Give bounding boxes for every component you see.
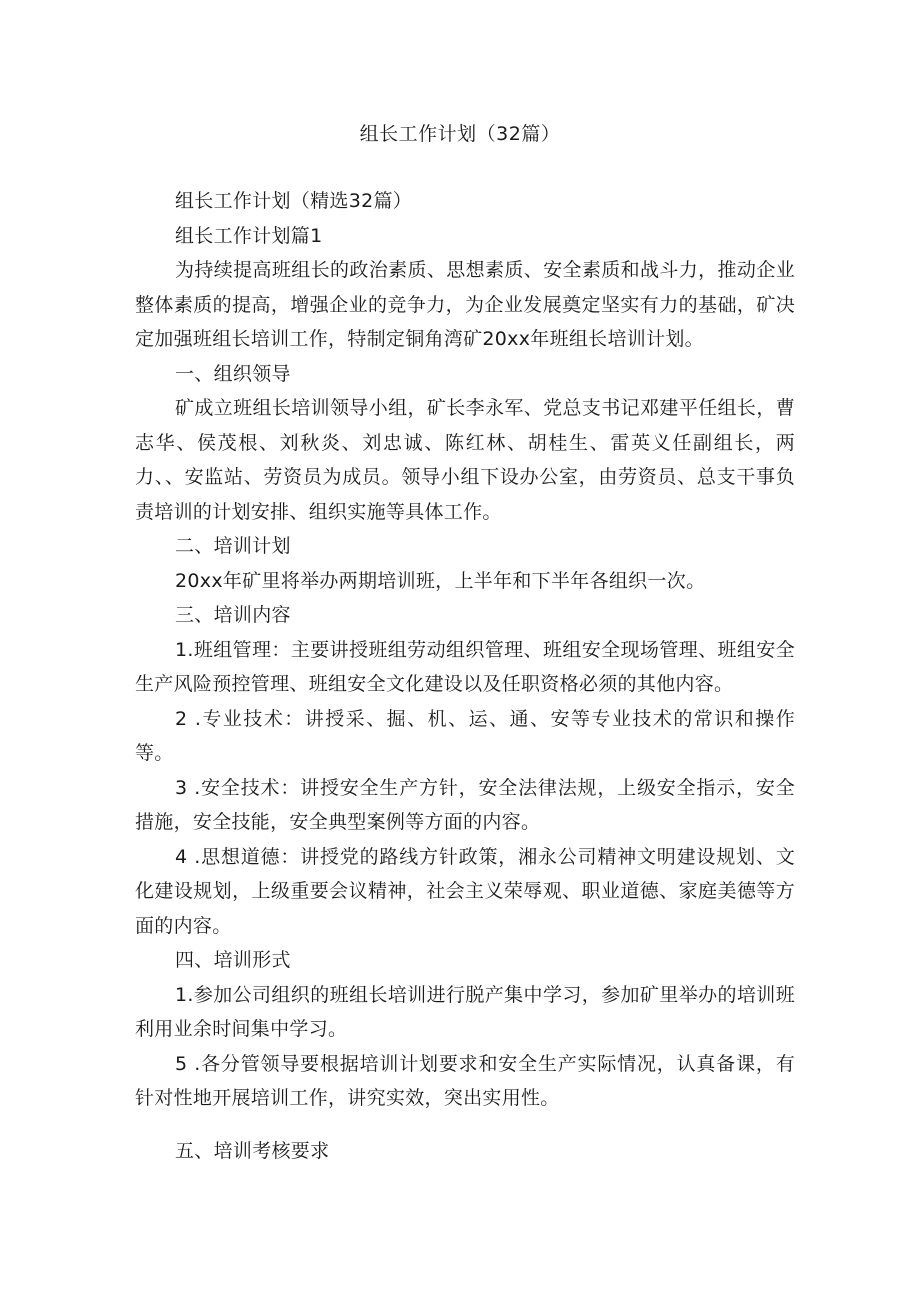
form-item-1: 1.参加公司组织的班组长培训进行脱产集中学习，参加矿里举办的培训班利用业余时间集中学习。 [135, 983, 795, 1040]
heading-training-plan: 二、培训计划 [175, 535, 291, 557]
heading-training-form: 四、培训形式 [175, 949, 291, 971]
subtitle: 组长工作计划（精选32篇） [175, 190, 413, 212]
document-body [135, 184, 795, 1168]
content-item-4: 4 .思想道德：讲授党的路线方针政策，湘永公司精神文明建设规划、文化建设规划，上级重要会议精神，社会主义荣辱观、职业道德、家庭美德等方面的内容。 [135, 845, 795, 937]
heading-organization: 一、组织领导 [175, 362, 291, 385]
document-title: 组长工作计划（32篇） [359, 123, 561, 145]
section-heading-part1: 组长工作计划篇1 [175, 224, 323, 247]
content-item-3: 3 .安全技术：讲授安全生产方针，安全法律法规，上级安全指示，安全措施，安全技能，安全典型案例等方面的内容。 [135, 776, 795, 833]
content-item-1: 1.班组管理：主要讲授班组劳动组织管理、班组安全现场管理、班组安全生产风险预控管理、班组安全文化建设以及任职资格必须的其他内容。 [135, 638, 795, 695]
heading-training-content: 三、培训内容 [175, 604, 291, 626]
content-item-2: 2 .专业技术：讲授采、掘、机、运、通、安等专业技术的常识和操作等。 [135, 707, 795, 764]
intro-paragraph: 为持续提高班组长的政治素质、思想素质、安全素质和战斗力，推动企业整体素质的提高，增强企业的竞争力，为企业发展奠定坚实有力的基础，矿决定加强班组长培训工作，特制定铜角湾矿20xx年班组长培训计划。 [135, 259, 795, 350]
training-plan-paragraph: 20xx年矿里将举办两期培训班，上半年和下半年各组织一次。 [175, 569, 706, 592]
form-item-5: 5 .各分管领导要根据培训计划要求和安全生产实际情况，认真备课，有针对性地开展培训工作，讲究实效，突出实用性。 [135, 1052, 795, 1109]
heading-assessment: 五、培训考核要求 [175, 1139, 330, 1162]
organization-paragraph: 矿成立班组长培训领导小组，矿长李永军、党总支书记邓建平任组长，曹志华、侯茂根、刘秋炎、刘忠诚、陈红林、胡桂生、雷英义任副组长，两力、、安监站、劳资员为成员。领导小组下设办公室，由劳资员、总支干事负责培训的计划安排、组织实施等具体工作。 [135, 397, 795, 523]
